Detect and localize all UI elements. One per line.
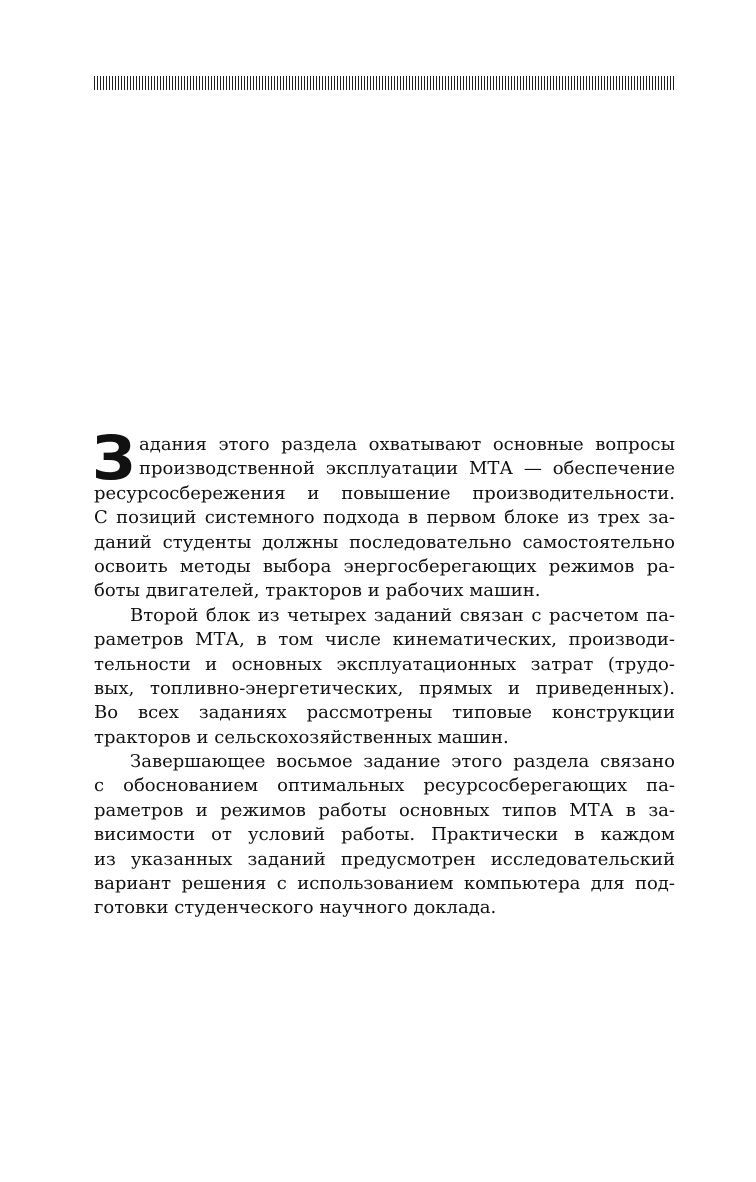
text-line: ресурсосбережения и повышение производительности. (94, 482, 675, 504)
body-text (92, 423, 675, 921)
text-line: готовки студенческого научного доклада. (94, 897, 497, 919)
text-line: адания этого раздела охватывают основные вопросы (139, 434, 675, 455)
text-line: Во всех заданиях рассмотрены типовые конструкции (94, 702, 675, 724)
text-line: освоить методы выбора энергосберегающих режимов ра- (94, 555, 675, 577)
text-line: даний студенты должны последовательно самостоятельно (94, 531, 675, 553)
text-line: боты двигателей, тракторов и рабочих машин. (94, 580, 541, 602)
text-line: из указанных заданий предусмотрен исследовательский (94, 848, 675, 870)
text-line: производственной эксплуатации МТА — обеспечение (139, 458, 675, 480)
text-line: висимости от условий работы. Практически в каждом (94, 824, 675, 846)
header-barcode-rule (94, 76, 675, 90)
text-line: раметров и режимов работы основных типов МТА в за- (94, 799, 675, 821)
text-line: С позиций системного подхода в первом блоке из трех за- (94, 507, 675, 529)
text-line: раметров МТА, в том числе кинематических, производи- (94, 629, 675, 651)
paragraph-1 (92, 423, 675, 604)
text-line: тракторов и сельскохозяйственных машин. (94, 726, 509, 748)
paragraph-3 (94, 750, 675, 921)
drop-cap-letter: З (92, 423, 136, 494)
paragraph-2 (94, 604, 675, 750)
text-line: вых, топливно-энергетических, прямых и приведенных). (94, 677, 675, 699)
text-line: тельности и основных эксплуатационных затрат (трудо- (94, 653, 675, 675)
text-line: с обоснованием оптимальных ресурсосберегающих па- (94, 775, 675, 797)
text-line: Второй блок из четырех заданий связан с расчетом па- (130, 604, 675, 626)
text-line: вариант решения с использованием компьютера для под- (94, 873, 675, 895)
text-line: Завершающее восьмое задание этого раздела связано (130, 751, 675, 773)
